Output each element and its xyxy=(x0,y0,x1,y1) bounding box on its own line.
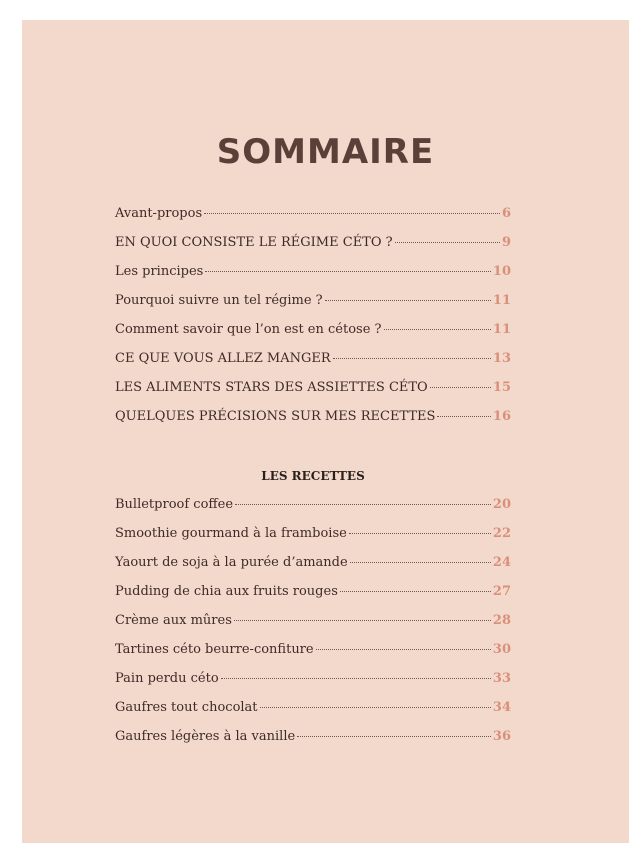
toc-entry-label: Pain perdu céto xyxy=(115,671,219,686)
toc-entry-label: Pudding de chia aux fruits rouges xyxy=(115,584,338,599)
toc-entry-label: Tartines céto beurre-confiture xyxy=(115,642,314,657)
toc-entry-label: Avant-propos xyxy=(115,206,203,221)
dot-leader xyxy=(349,533,491,534)
toc-page-number: 36 xyxy=(492,729,511,744)
toc-entry[interactable] xyxy=(115,408,511,426)
dot-leader xyxy=(430,387,491,388)
toc-entry[interactable] xyxy=(115,641,511,659)
toc-page-number: 13 xyxy=(492,351,511,366)
dot-leader xyxy=(204,213,500,214)
toc-page-number: 22 xyxy=(492,526,511,541)
dot-leader xyxy=(205,271,491,272)
toc-entry-label: LES ALIMENTS STARS DES ASSIETTES CÉTO xyxy=(115,380,428,395)
toc-entry[interactable] xyxy=(115,205,511,223)
book-page xyxy=(22,20,629,843)
toc-entry-label: Comment savoir que l’on est en cétose ? xyxy=(115,322,382,337)
toc-page-number: 24 xyxy=(492,555,511,570)
recipes-section-heading: LES RECETTES xyxy=(261,469,365,483)
toc-entry[interactable] xyxy=(115,728,511,746)
toc-entry[interactable] xyxy=(115,234,511,252)
table-of-contents xyxy=(115,20,511,843)
toc-entry[interactable] xyxy=(115,583,511,601)
toc-page-number: 34 xyxy=(492,700,511,715)
dot-leader xyxy=(235,504,491,505)
toc-entry[interactable] xyxy=(115,263,511,281)
dot-leader xyxy=(221,678,491,679)
dot-leader xyxy=(350,562,491,563)
toc-entry[interactable] xyxy=(115,525,511,543)
toc-entry-label: Smoothie gourmand à la framboise xyxy=(115,526,347,541)
toc-entry[interactable] xyxy=(115,379,511,397)
toc-entry[interactable] xyxy=(115,321,511,339)
toc-entry[interactable] xyxy=(115,496,511,514)
toc-page-number: 6 xyxy=(501,206,511,221)
dot-leader xyxy=(260,707,491,708)
toc-entry-label: Yaourt de soja à la purée d’amande xyxy=(115,555,348,570)
toc-entry-label: QUELQUES PRÉCISIONS SUR MES RECETTES xyxy=(115,409,436,424)
toc-page-number: 9 xyxy=(501,235,511,250)
toc-entry[interactable] xyxy=(115,292,511,310)
dot-leader xyxy=(340,591,491,592)
toc-page-number: 20 xyxy=(492,497,511,512)
toc-page-number: 15 xyxy=(492,380,511,395)
toc-entry[interactable] xyxy=(115,670,511,688)
toc-entry-label: Bulletproof coffee xyxy=(115,497,234,512)
toc-entry-label: Pourquoi suivre un tel régime ? xyxy=(115,293,323,308)
toc-entry-label: Gaufres tout chocolat xyxy=(115,700,258,715)
toc-page-number: 28 xyxy=(492,613,511,628)
toc-entry-label: Les principes xyxy=(115,264,204,279)
dot-leader xyxy=(316,649,491,650)
dot-leader xyxy=(437,416,490,417)
toc-page-number: 30 xyxy=(492,642,511,657)
toc-entry[interactable] xyxy=(115,350,511,368)
toc-entry-label: EN QUOI CONSISTE LE RÉGIME CÉTO ? xyxy=(115,235,393,250)
toc-entry[interactable] xyxy=(115,554,511,572)
toc-page-number: 27 xyxy=(492,584,511,599)
toc-page-number: 11 xyxy=(492,293,511,308)
toc-entry-label: Gaufres légères à la vanille xyxy=(115,729,296,744)
toc-page-number: 11 xyxy=(492,322,511,337)
toc-entry-label: CE QUE VOUS ALLEZ MANGER xyxy=(115,351,331,366)
dot-leader xyxy=(325,300,491,301)
dot-leader xyxy=(234,620,491,621)
toc-page-number: 10 xyxy=(492,264,511,279)
dot-leader xyxy=(333,358,491,359)
toc-entry-label: Crème aux mûres xyxy=(115,613,232,628)
dot-leader xyxy=(297,736,491,737)
dot-leader xyxy=(384,329,491,330)
page-title: SOMMAIRE xyxy=(216,132,435,172)
toc-entry[interactable] xyxy=(115,699,511,717)
dot-leader xyxy=(395,242,500,243)
toc-entry[interactable] xyxy=(115,612,511,630)
toc-page-number: 33 xyxy=(492,671,511,686)
toc-page-number: 16 xyxy=(492,409,511,424)
